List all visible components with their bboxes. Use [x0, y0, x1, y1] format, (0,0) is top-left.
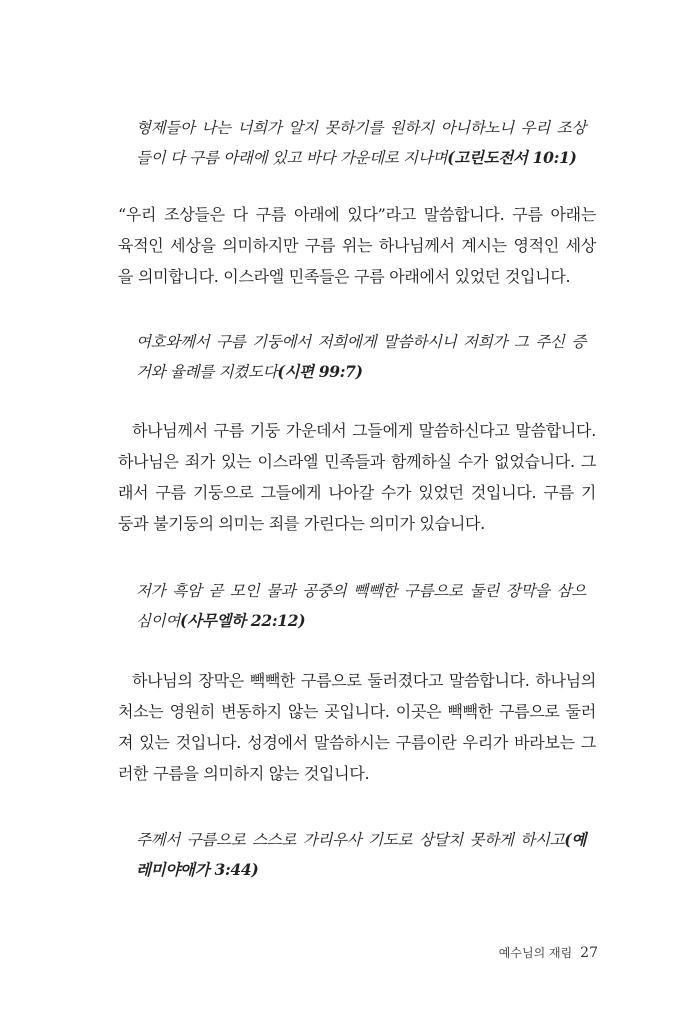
paragraph-line: 처소는 영원히 변동하지 않는 곳입니다. 이곳은 빽빽한 구름으로 둘러	[118, 702, 596, 721]
page-footer	[499, 944, 598, 961]
paragraph-line: 을 의미합니다. 이스라엘 민족들은 구름 아래에서 있었던 것입니다.	[118, 267, 571, 286]
paragraph-line: 둥과 불기둥의 의미는 죄를 가린다는 의미가 있습니다.	[118, 514, 485, 533]
paragraph-line: 래서 구름 기둥으로 그들에게 나아갈 수가 있었던 것입니다. 구름 기	[118, 483, 596, 502]
paragraph-line: 져 있는 것입니다. 성경에서 말씀하시는 구름이란 우리가 바라보는 그	[118, 733, 596, 752]
page-number: 27	[580, 945, 598, 961]
scripture-quote-3	[136, 576, 586, 636]
scripture-quote-1	[136, 113, 586, 173]
quote-line: 저가 흑암 곧 모인 물과 공중의 빽빽한 구름으로 둘린 장막을 삼으	[136, 582, 586, 600]
paragraph-line: 러한 구름을 의미하지 않는 것입니다.	[118, 764, 370, 783]
scripture-reference: 레미야애가 3:44)	[136, 860, 259, 879]
paragraph-line: 하나님께서 구름 기둥 가운데서 그들에게 말씀하신다고 말씀합니다.	[132, 421, 596, 440]
scripture-quote-4	[136, 825, 586, 885]
quote-text: 주께서 구름으로 스스로 가리우사 기도로 상달치 못하게 하시고	[136, 831, 565, 849]
paragraph-line: 하나님은 죄가 있는 이스라엘 민족들과 함께하실 수가 없었습니다. 그	[118, 452, 596, 471]
scripture-reference: (고린도전서 10:1)	[447, 148, 577, 167]
paragraph-line: 육적인 세상을 의미하지만 구름 위는 하나님께서 계시는 영적인 세상	[118, 236, 596, 255]
body-paragraph-2	[118, 415, 596, 539]
scripture-reference: (예	[564, 830, 586, 849]
body-paragraph-1	[118, 199, 596, 292]
quote-line	[136, 143, 586, 173]
quote-line	[136, 855, 586, 885]
scripture-quote-2	[136, 327, 586, 387]
paragraph-line: 하나님의 장막은 빽빽한 구름으로 둘러졌다고 말씀합니다. 하나님의	[132, 671, 596, 690]
quote-line: 여호와께서 구름 기둥에서 저희에게 말씀하시니 저희가 그 주신 증	[136, 333, 586, 351]
quote-line	[136, 825, 586, 855]
paragraph-line: “우리 조상들은 다 구름 아래에 있다”라고 말씀합니다. 구름 아래는	[118, 205, 596, 224]
quote-text: 심이여	[136, 612, 181, 630]
quote-line	[136, 606, 586, 636]
quote-line	[136, 357, 586, 387]
scripture-reference: (사무엘하 22:12)	[180, 611, 306, 630]
body-paragraph-3	[118, 665, 596, 789]
quote-text: 들이 다 구름 아래에 있고 바다 가운데로 지나며	[136, 149, 448, 167]
quote-line: 형제들아 나는 너희가 알지 못하기를 원하지 아니하노니 우리 조상	[136, 119, 586, 137]
scripture-reference: (시편 99:7)	[277, 362, 363, 381]
quote-text: 거와 율례를 지켰도다	[136, 363, 278, 381]
running-title: 예수님의 재림	[498, 946, 573, 960]
